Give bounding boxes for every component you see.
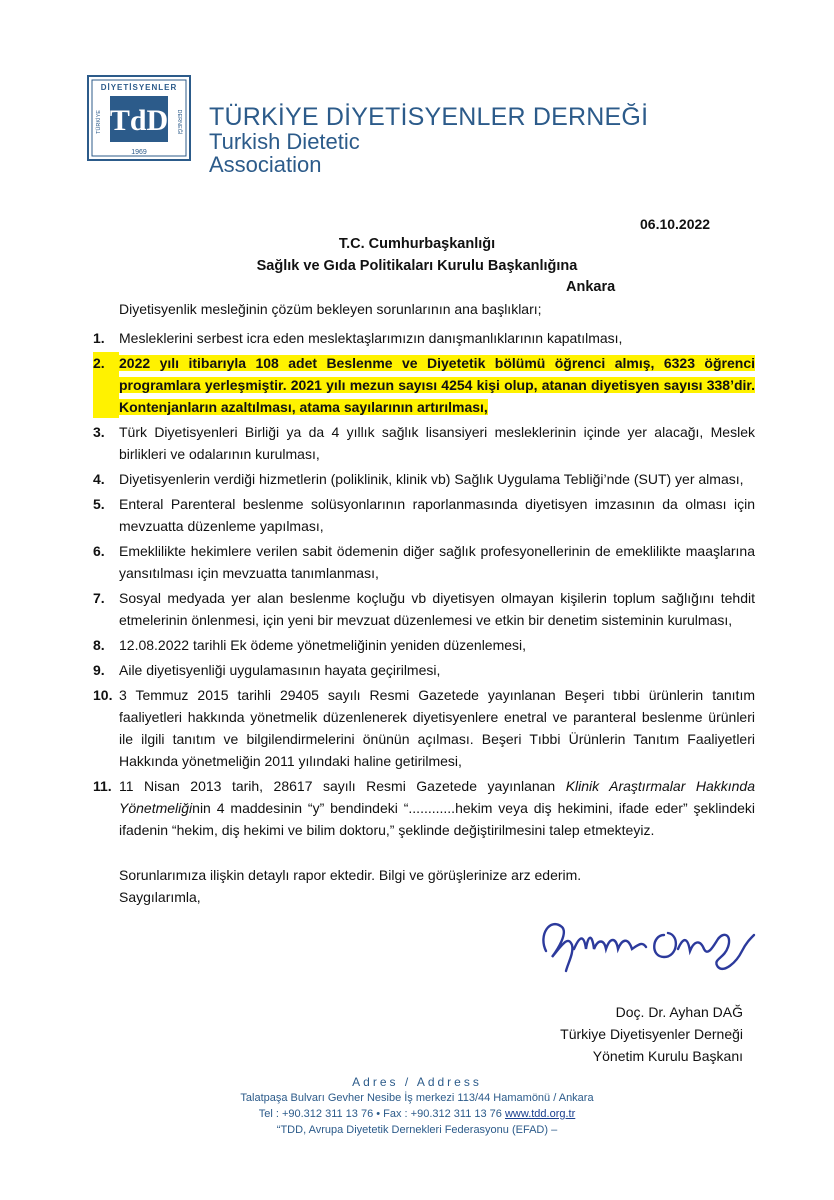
item-text: Mesleklerini serbest icra eden meslektaşlarımızın danışmanlıklarının kapatılması,	[119, 330, 623, 346]
list-item	[93, 327, 755, 349]
letter-intro: Diyetisyenlik mesleğinin çözüm bekleyen sorunlarının ana başlıkları;	[119, 301, 542, 317]
item11-text-pre: 11 Nisan 2013 tarih, 28617 sayılı Resmi Gazetede yayınlanan	[119, 778, 566, 794]
item-number: 3.	[93, 424, 105, 440]
tdd-logo	[86, 74, 192, 162]
list-item	[93, 587, 755, 631]
item-text	[119, 775, 755, 841]
item-text: Diyetisyenlerin verdiği hizmetlerin (poliklinik, klinik vb) Sağlık Uygulama Tebliği’nde (SUT) yer alması,	[119, 471, 744, 487]
list-item	[93, 775, 755, 841]
list-item	[93, 468, 755, 490]
footer-address: Talatpaşa Bulvarı Gevher Nesibe İş merkezi 113/44 Hamamönü / Ankara	[240, 1092, 594, 1104]
signer-name: Doç. Dr. Ayhan DAĞ	[615, 1004, 743, 1020]
logo-arc-text: DİYETİSYENLER	[100, 83, 178, 92]
logo-right-text: DERNEĞİ	[176, 109, 182, 135]
org-name-en-line2: Association	[209, 152, 322, 178]
signer-title: Yönetim Kurulu Başkanı	[592, 1048, 743, 1064]
list-item	[93, 421, 755, 465]
recipient-line1: T.C. Cumhurbaşkanlığı	[338, 236, 496, 252]
list-item	[93, 659, 755, 681]
list-item	[93, 493, 755, 537]
signer-org: Türkiye Diyetisyenler Derneği	[560, 1026, 743, 1042]
closing-line: Sorunlarımıza ilişkin detaylı rapor ektedir. Bilgi ve görüşlerinize arz ederim.	[119, 867, 582, 883]
handwritten-signature	[528, 905, 758, 977]
item11-text-post: nin 4 maddesinin “y” bendindeki “............hekim veya diş hekimini, ifade eder” şeklindeki ifadenin “hekim, diş hekimi ve bilim doktoru,” şeklinde değiştirilmesini talep etmekteyiz.	[119, 800, 755, 838]
salutation: Saygılarımla,	[119, 889, 201, 905]
footer-phone-fax: Tel : +90.312 311 13 76 • Fax : +90.312 311 13 76	[258, 1108, 502, 1120]
item11-regulation-title: Klinik Araştırmalar Hakkında Yönetmeliği	[119, 778, 755, 816]
letter-date: 06.10.2022	[640, 216, 711, 232]
recipient-city: Ankara	[566, 279, 616, 295]
item-text: 12.08.2022 tarihli Ek ödeme yönetmeliğinin yeniden düzenlemesi,	[119, 637, 527, 653]
item-text: Sosyal medyada yer alan beslenme koçluğu vb diyetisyen olmayan kişilerin toplum sağlığını tehdit etmelerinin önlenmesi, için yeni bir mevzuat düzenlemesi ve etkin bir denetim sisteminin kurulması,	[119, 590, 755, 628]
recipient-line2: Sağlık ve Gıda Politikaları Kurulu Başkanlığına	[256, 258, 578, 274]
footer-address-heading: Adres / Address	[352, 1075, 482, 1089]
item-text: Aile diyetisyenliği uygulamasının hayata geçirilmesi,	[119, 662, 441, 678]
org-name-tr: TÜRKİYE DİYETİSYENLER DERNEĞİ	[209, 103, 649, 131]
footer-contact	[0, 1108, 834, 1120]
item-text: Türk Diyetisyenleri Birliği ya da 4 yıllık sağlık lisansiyeri mesleklerinin içinde yer alacağı, Meslek birlikleri ve odalarının kurulması,	[119, 424, 755, 462]
item-number: 9.	[93, 662, 105, 678]
item-text: Enteral Parenteral beslenme solüsyonlarının raporlanmasında diyetisyen imzasının da olması için mevzuatta düzenleme yapılması,	[119, 496, 755, 534]
footer-website-link[interactable]: www.tdd.org.tr	[504, 1108, 576, 1120]
signature-block	[560, 1001, 743, 1067]
item-text: Emeklilikte hekimlere verilen sabit ödemenin diğer sağlık profesyonellerinin de emeklilikte maaşlarına yansıtılması için mevzuatta tanımlanması,	[119, 543, 755, 581]
org-name	[209, 104, 648, 176]
item-number: 8.	[93, 637, 105, 653]
issue-list	[93, 327, 755, 844]
list-item	[93, 540, 755, 584]
item-number: 11.	[93, 778, 112, 794]
item-number: 1.	[93, 330, 105, 346]
org-name-en-line1: Turkish Dietetic	[209, 129, 360, 155]
item-number: 7.	[93, 590, 105, 606]
list-item	[93, 684, 755, 772]
list-item	[93, 634, 755, 656]
item-number: 4.	[93, 471, 105, 487]
logo-monogram: TdD	[109, 104, 169, 137]
item-number: 2.	[93, 352, 119, 418]
logo-left-text: TÜRKİYE	[96, 110, 102, 134]
item-number: 10.	[93, 687, 113, 703]
item-text: 3 Temmuz 2015 tarihli 29405 sayılı Resmi Gazetede yayınlanan Beşeri tıbbi ürünlerin tanıtım faaliyetleri hakkında yönetmelik düzenlenerek diyetisyenlere enetral ve paranteral beslenme ürünleri ile ilgili tanıtım ve bilgilendirmelerini önünün açılması. Beşeri Tıbbi Ürünlerin Tanıtım Faaliyetleri Hakkında yönetmeliğin 2011 yılındaki haline getirilmesi,	[119, 687, 755, 769]
item-number: 6.	[93, 543, 105, 559]
footer-federation: “TDD, Avrupa Diyetetik Dernekleri Federasyonu (EFAD) –	[276, 1124, 558, 1136]
item-text-highlighted: 2022 yılı itibarıyla 108 adet Beslenme ve Diyetetik bölümü öğrenci almış, 6323 öğrenci programlara yerleşmiştir. 2021 yılı mezun sayısı 4254 kişi olup, atanan diyetisyen sayısı 338’dir. Kontenjanların azaltılması, atama sayılarının artırılması,	[119, 355, 755, 415]
logo-year: 1969	[131, 149, 147, 156]
list-item-highlighted	[93, 352, 755, 418]
item-number: 5.	[93, 496, 105, 512]
